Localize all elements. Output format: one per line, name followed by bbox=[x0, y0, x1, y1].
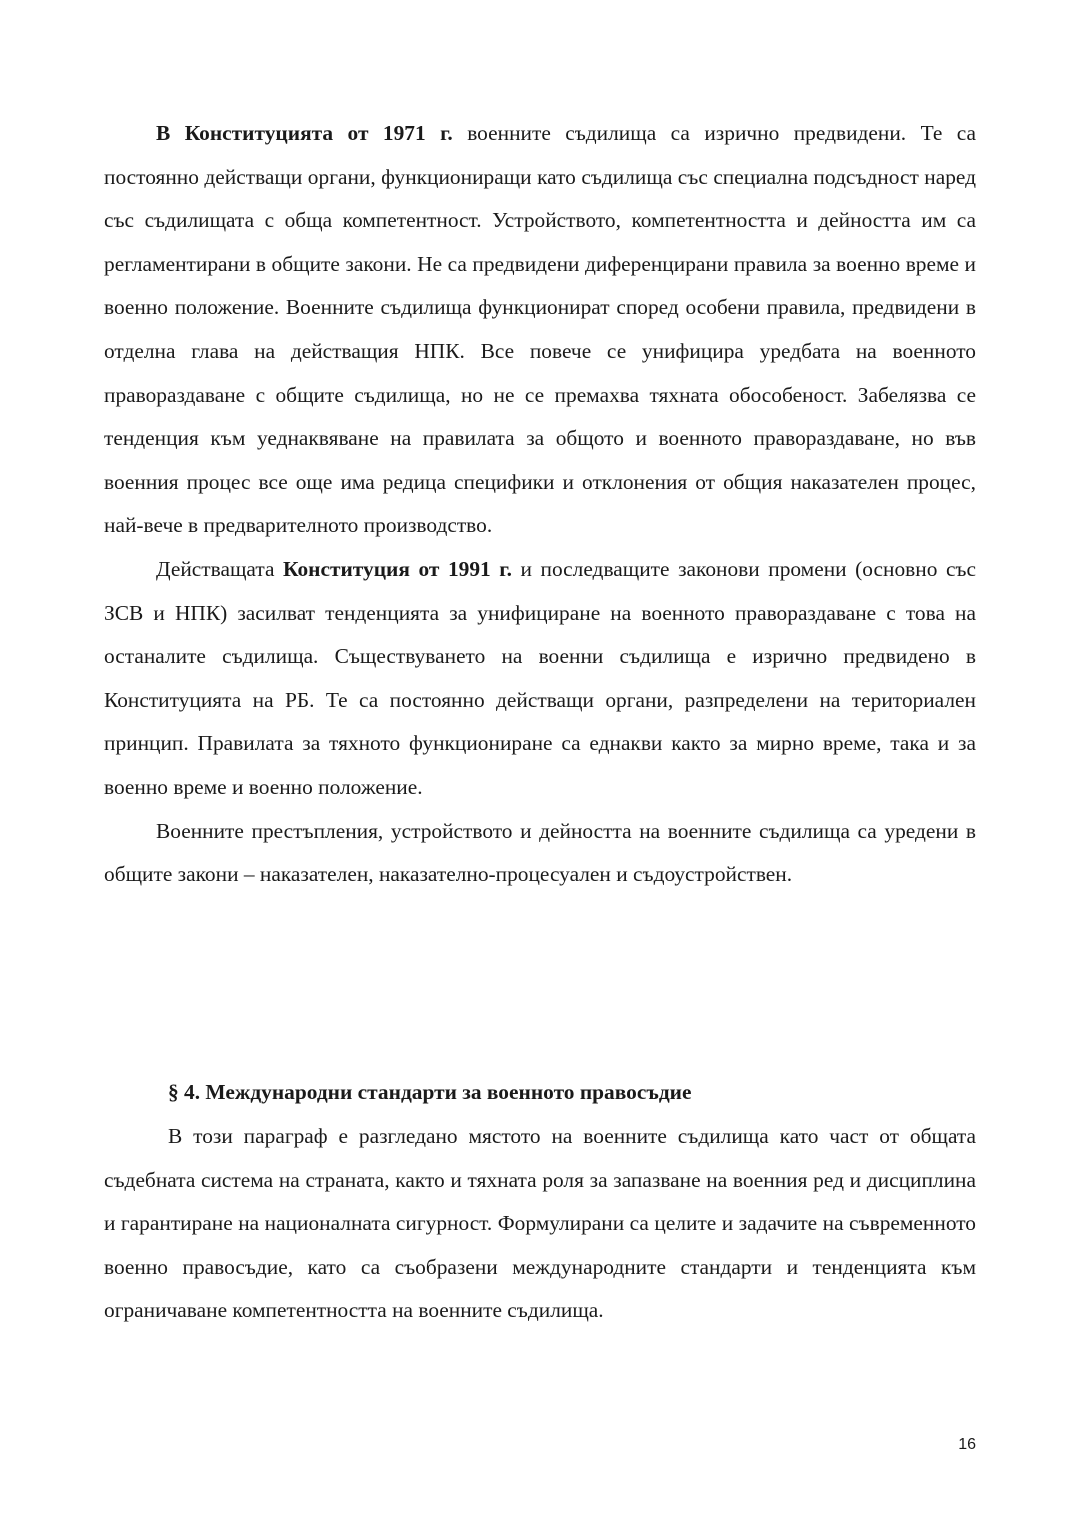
paragraph-section-4: В този параграф е разгледано мястото на военните съдилища като част от общата съдебната система на страната, както и тяхната роля за запазване на военния ред и дисциплина и гарантиране на националната сигурност. Формулирани са целите и задачите на съвременното военно правосъдие, като са съобразени международните стандарти и тенденцията към ограничаване компетентността на военните съдилища. bbox=[104, 1124, 976, 1323]
paragraph-2-text: и последващите законови промени (основно със ЗСВ и НПК) засилват тенденцията за унифициране на военното правораздаване с това на останалите съдилища. Съществуването на военни съдилища е изрично предвидено в Конституцията на РБ. Те са постоянно действащи органи, разпределени на териториален принцип. Правилата за тяхното функциониране са еднакви както за мирно време, така и за военно време и военно положение. bbox=[104, 556, 976, 799]
section-heading: § 4. Международни стандарти за военното правосъдие bbox=[168, 1080, 692, 1104]
body-text bbox=[104, 112, 976, 897]
bold-constitution-1991: Конституция от 1991 г. bbox=[283, 556, 512, 581]
paragraph-2-lead: Действащата bbox=[156, 556, 284, 581]
paragraph-constitution-1991 bbox=[104, 548, 976, 810]
page-number: 16 bbox=[958, 1436, 976, 1453]
paragraph-military-crimes: Военните престъпления, устройството и дейността на военните съдилища са уредени в общите закони – наказателен, наказателно-процесуален и съдоустройствен. bbox=[104, 818, 976, 887]
paragraph-constitution-1971 bbox=[104, 112, 976, 548]
bold-lead-1971: В Конституцията от 1971 г. bbox=[156, 121, 453, 145]
paragraph-1-text: военните съдилища са изрично предвидени. Те са постоянно действащи органи, функциониращи като съдилища със специална подсъдност наред със съдилищата с обща компетентност. Устройството, компетентността и дейността им са регламентирани в общите закони. Не са предвидени диференцирани правила за военно време и военно положение. Военните съдилища функционират според особени правила, предвидени в отделна глава на действащия НПК. Все повече се унифицира уредбата на военното правораздаване с общите съдилища, но не се премахва тяхната обособеност. Забелязва се тенденция към уеднаквяване на правилата за общото и военното правораздаване, но във военния процес все още има редица специфики и отклонения от общия наказателен процес, най-вече в предварителното производство. bbox=[104, 121, 977, 538]
